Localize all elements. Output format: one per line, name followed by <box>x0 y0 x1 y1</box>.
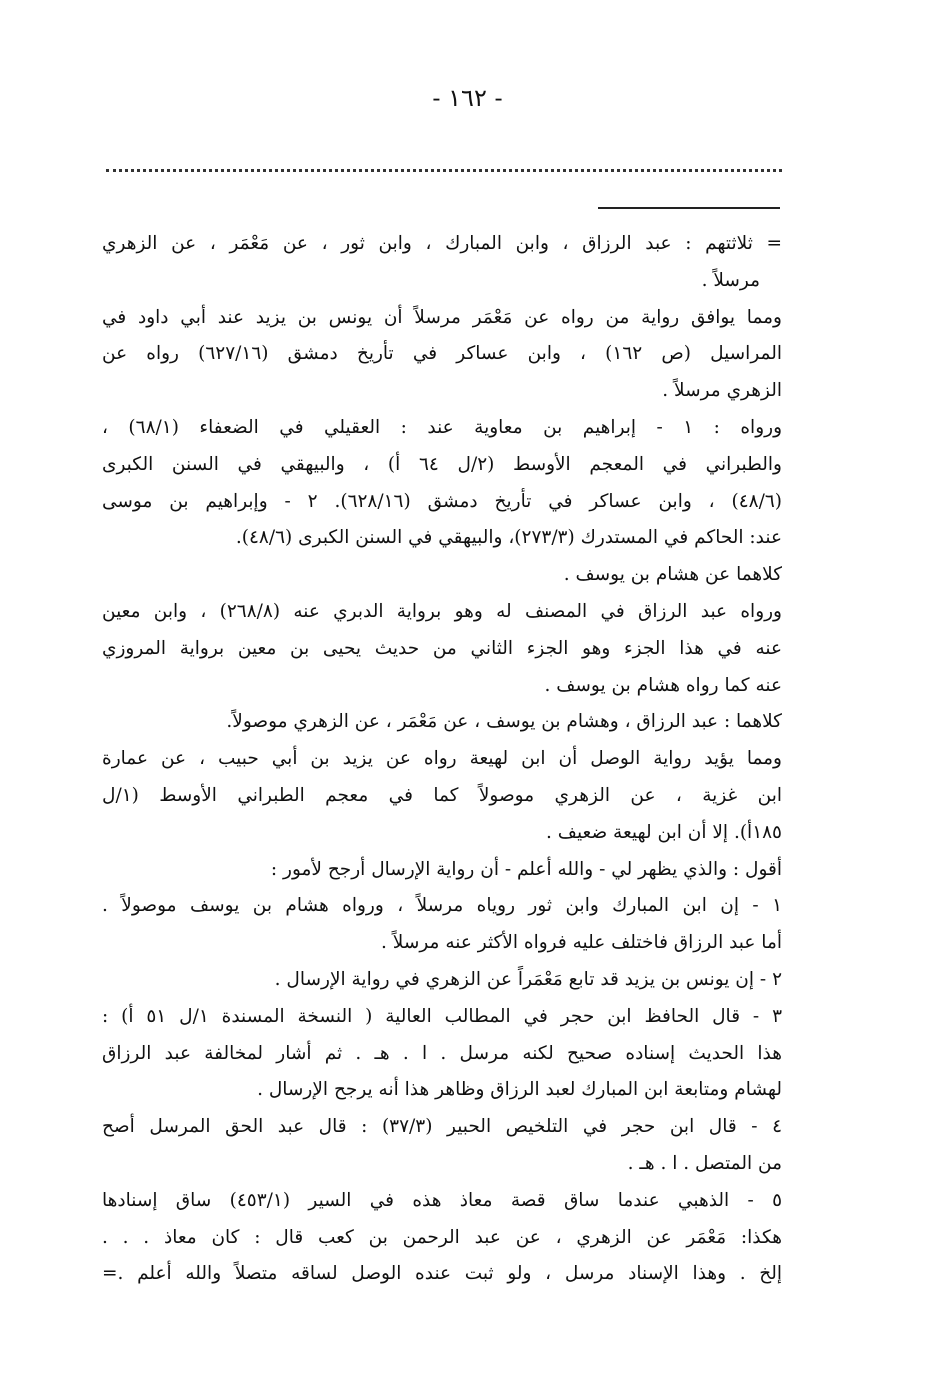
text-line: ١٨٥أ). إلا أن ابن لهيعة ضعيف . <box>546 821 782 843</box>
footnote-text <box>102 226 782 1293</box>
text-line: ومما يوافق رواية من رواه عن مَعْمَر مرسلاً أن يونس بن يزيد عند أبي داود في <box>102 306 782 328</box>
text-line: ابن غزية ، عن الزهري موصولاً كما في معجم الطبراني الأوسط (١/ل <box>102 784 782 806</box>
footnote-rule <box>598 207 780 209</box>
text-line: عنه في هذا الجزء وهو الجزء الثاني من حديث يحيى بن معين برواية المروزي <box>102 637 782 659</box>
text-line: ٢ - إن يونس بن يزيد قد تابع مَعْمَراً عن الزهري في رواية الإرسال . <box>274 968 782 990</box>
text-line: ١ - إن ابن المبارك وابن ثور روياه مرسلاً ، ورواه هشام بن يوسف موصولاً . <box>102 895 782 917</box>
text-line: من المتصل . ا . هـ . <box>627 1152 782 1174</box>
text-line: إلخ . وهذا الإسناد مرسل ، ولو ثبت عنده الوصل لساقه متصلاً والله أعلم .= <box>102 1263 782 1285</box>
text-line: أما عبد الرزاق فاختلف عليه فرواه الأكثر عنه مرسلاً . <box>381 932 782 954</box>
page-number: - ١٦٢ - <box>432 84 503 112</box>
text-line: ٥ - الذهبي عندما ساق قصة معاذ هذه في السير (٤٥٣/١) ساق إسنادها <box>102 1189 782 1211</box>
text-line: كلاهما عن هشام بن يوسف . <box>563 564 782 586</box>
dotted-separator <box>106 169 782 172</box>
text-line: هكذا: مَعْمَر عن الزهري ، عن عبد الرحمن بن كعب قال : كان معاذ . . . <box>102 1226 782 1248</box>
text-line: (٤٨/٦) ، وابن عساكر في تأريخ دمشق (٦٢٨/١٦). ٢ - وإبراهيم بن موسى <box>102 490 782 512</box>
text-line: ورواه عبد الرزاق في المصنف له وهو برواية الدبري عنه (٢٦٨/٨) ، وابن معين <box>102 600 782 622</box>
text-line: عند: الحاكم في المستدرك (٢٧٣/٣)، والبيهقي في السنن الكبرى (٤٨/٦). <box>235 527 782 549</box>
text-line: مرسلاً . <box>701 269 760 291</box>
text-line: ومما يؤيد رواية الوصل أن ابن لهيعة رواه عن يزيد بن أبي حبيب ، عن عمارة <box>102 748 782 770</box>
text-line: كلاهما : عبد الرزاق ، وهشام بن يوسف ، عن مَعْمَر ، عن الزهري موصولاً. <box>226 711 782 733</box>
text-line: عنه كما رواه هشام بن يوسف . <box>544 674 782 696</box>
text-line: الزهري مرسلاً . <box>662 380 782 402</box>
text-line: لهشام ومتابعة ابن المبارك لعبد الرزاق وظاهر هذا أنه يرجح الإرسال . <box>257 1079 782 1101</box>
text-line: أقول : والذي يظهر لي - والله أعلم - أن رواية الإرسال أرجح لأمور : <box>270 858 782 880</box>
text-line: = ثلاثتهم : عبد الرزاق ، وابن المبارك ، وابن ثور ، عن مَعْمَر ، عن الزهري <box>102 233 782 254</box>
text-line: ٤ - قال ابن حجر في التلخيص الحبير (٣٧/٣) : قال عبد الحق المرسل أصح <box>102 1116 782 1138</box>
text-line: ٣ - قال الحافظ ابن حجر في المطالب العالية ( النسخة المسندة ١/ل ٥١ أ) : <box>102 1005 782 1027</box>
text-line: المراسيل (ص ١٦٢) ، وابن عساكر في تأريخ دمشق (٦٢٧/١٦) رواه عن <box>102 343 782 365</box>
text-line: والطبراني في المعجم الأوسط (٢/ل ٦٤ أ) ، والبيهقي في السنن الكبرى <box>102 453 782 475</box>
text-line: هذا الحديث إسناده صحيح لكنه مرسل . ا . هـ . ثم أشار لمخالفة عبد الرزاق <box>102 1042 782 1064</box>
text-line: ورواه : ١ - إبراهيم بن معاوية عند : العقيلي في الضعفاء (٦٨/١) ، <box>102 416 782 438</box>
